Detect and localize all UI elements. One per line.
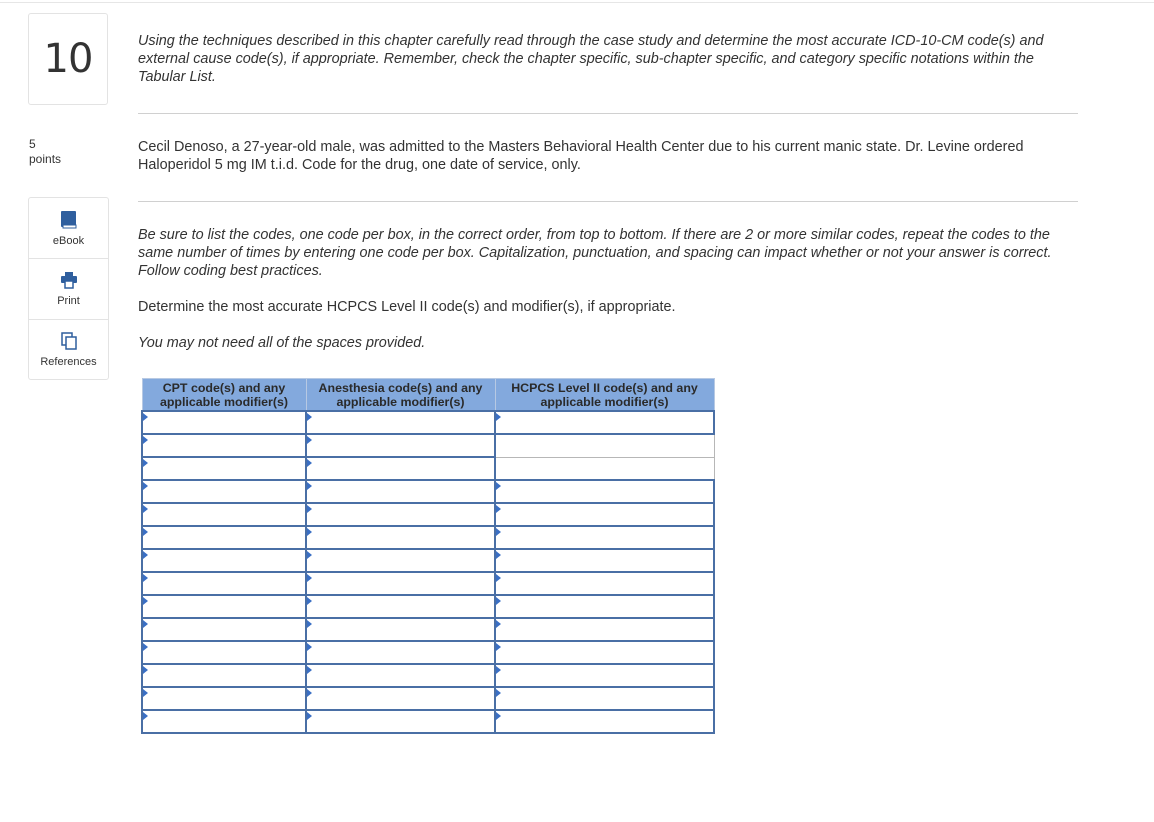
answer-cell [306,411,495,434]
cpt-code-input[interactable] [143,619,305,640]
cpt-code-input[interactable] [143,665,305,686]
cpt-code-input[interactable] [143,435,305,456]
answer-cell [495,664,714,687]
answer-cell [142,641,306,664]
header-cpt: CPT code(s) and any applicable modifier(s) [142,379,306,412]
cpt-code-input[interactable] [143,458,305,479]
cpt-code-input[interactable] [143,596,305,617]
empty-cell [495,457,714,480]
cpt-code-input[interactable] [143,412,305,433]
divider [138,201,1078,202]
answer-cell [306,618,495,641]
determine-prompt: Determine the most accurate HCPCS Level II code(s) and modifier(s), if appropriate. [138,299,676,315]
points-label: points [29,152,62,166]
print-button[interactable] [29,259,108,320]
documents-icon [60,332,78,355]
answer-cell [142,664,306,687]
case-study-text: Cecil Denoso, a 27-year-old male, was admitted to the Masters Behavioral Health Center due to his current manic state. Dr. Levine ordered Haloperidol 5 mg IM t.i.d. Code for the drug, one date of service, only. [138,139,1024,173]
book-icon [60,210,78,235]
anesthesia-code-input[interactable] [307,642,494,663]
hcpcs-code-input[interactable] [496,711,713,732]
answer-cell [495,526,714,549]
answer-cell [142,687,306,710]
answer-cell [306,480,495,503]
header-hcpcs: HCPCS Level II code(s) and any applicable modifier(s) [495,379,714,412]
table-header-row [142,379,714,412]
anesthesia-code-input[interactable] [307,481,494,502]
table-row [142,503,714,526]
hcpcs-code-input[interactable] [496,504,713,525]
answer-cell [495,503,714,526]
table-row [142,687,714,710]
anesthesia-code-input[interactable] [307,711,494,732]
answer-cell [495,641,714,664]
empty-cell [495,434,714,457]
answer-cell [142,526,306,549]
table-row [142,595,714,618]
hcpcs-code-input[interactable] [496,665,713,686]
header-anesthesia: Anesthesia code(s) and any applicable modifier(s) [306,379,495,412]
anesthesia-code-input[interactable] [307,527,494,548]
table-row [142,457,714,480]
answer-cell [142,503,306,526]
points-info [29,137,61,167]
hcpcs-code-input[interactable] [496,642,713,663]
anesthesia-code-input[interactable] [307,665,494,686]
answer-cell [495,549,714,572]
hcpcs-code-input[interactable] [496,527,713,548]
answer-cell [495,411,714,434]
divider [138,113,1078,114]
answer-cell [306,457,495,480]
table-row [142,411,714,434]
references-button[interactable] [29,320,108,381]
cpt-code-input[interactable] [143,481,305,502]
table-row [142,434,714,457]
points-value: 5 [29,137,36,151]
anesthesia-code-input[interactable] [307,550,494,571]
answer-table [141,378,715,734]
ebook-label: eBook [52,235,85,247]
answer-cell [142,480,306,503]
answer-cell [306,572,495,595]
answer-cell [142,710,306,733]
answer-cell [306,549,495,572]
anesthesia-code-input[interactable] [307,435,494,456]
cpt-code-input[interactable] [143,642,305,663]
hcpcs-code-input[interactable] [496,619,713,640]
hcpcs-code-input[interactable] [496,481,713,502]
table-row [142,664,714,687]
answer-cell [306,526,495,549]
table-row [142,710,714,733]
answer-cell [142,595,306,618]
order-instructions: Be sure to list the codes, one code per box, in the correct order, from top to bottom. If there are 2 or more similar codes, repeat the codes to the same number of times by entering one code per box. Capitalization, punctuation, and spacing can impact whether or not your answer is correct. Follow coding best practices. [138,227,1052,279]
cpt-code-input[interactable] [143,527,305,548]
print-label: Print [57,295,80,307]
cpt-code-input[interactable] [143,688,305,709]
table-row [142,618,714,641]
anesthesia-code-input[interactable] [307,619,494,640]
answer-cell [306,503,495,526]
hcpcs-code-input[interactable] [496,573,713,594]
ebook-button[interactable] [29,198,108,259]
tools-panel [28,197,109,380]
answer-cell [142,572,306,595]
printer-icon [60,271,78,294]
table-row [142,526,714,549]
answer-table-body [142,411,714,733]
answer-cell [495,618,714,641]
anesthesia-code-input[interactable] [307,504,494,525]
answer-cell [142,618,306,641]
hcpcs-code-input[interactable] [496,688,713,709]
question-number: 10 [43,36,93,82]
anesthesia-code-input[interactable] [307,412,494,433]
hcpcs-code-input[interactable] [496,596,713,617]
spaces-note: You may not need all of the spaces provided. [138,335,426,351]
answer-cell [306,434,495,457]
table-row [142,641,714,664]
instructions-text: Using the techniques described in this chapter carefully read through the case study and determine the most accurate ICD-10-CM code(s) and external cause code(s), if appropriate. Remember, check the chapter specific, sub-chapter specific, and category specific notations within the Tabular List. [138,33,1044,85]
answer-cell [495,572,714,595]
answer-cell [306,710,495,733]
references-label: References [40,356,97,368]
anesthesia-code-input[interactable] [307,458,494,479]
answer-cell [142,457,306,480]
table-row [142,572,714,595]
answer-cell [306,664,495,687]
anesthesia-code-input[interactable] [307,688,494,709]
answer-cell [306,687,495,710]
question-number-box [28,13,108,105]
cpt-code-input[interactable] [143,550,305,571]
anesthesia-code-input[interactable] [307,573,494,594]
cpt-code-input[interactable] [143,504,305,525]
answer-cell [495,687,714,710]
answer-cell [142,549,306,572]
table-row [142,549,714,572]
top-divider [0,2,1154,3]
answer-cell [142,434,306,457]
answer-cell [306,641,495,664]
answer-cell [306,595,495,618]
cpt-code-input[interactable] [143,573,305,594]
answer-cell [142,411,306,434]
anesthesia-code-input[interactable] [307,596,494,617]
answer-cell [495,480,714,503]
answer-cell [495,710,714,733]
hcpcs-code-input[interactable] [496,412,713,433]
table-row [142,480,714,503]
answer-cell [495,595,714,618]
hcpcs-code-input[interactable] [496,550,713,571]
cpt-code-input[interactable] [143,711,305,732]
